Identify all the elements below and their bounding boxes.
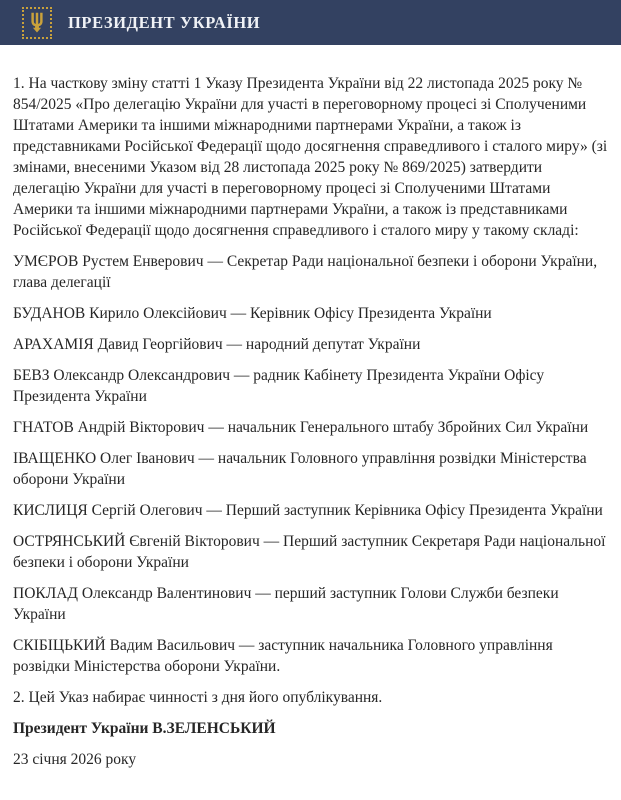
header-title: ПРЕЗИДЕНТ УКРАЇНИ: [68, 12, 261, 32]
decree-clause-2: 2. Цей Указ набирає чинності з дня його опублікування.: [13, 689, 383, 706]
delegation-member-budanov: БУДАНОВ Кирило Олексійович — Керівник Офісу Президента України: [13, 305, 492, 322]
delegation-member-hnatov: ГНАТОВ Андрій Вікторович — начальник Генерального штабу Збройних Сил України: [13, 419, 589, 436]
delegation-member-ostrianskyi: ОСТРЯНСЬКИЙ Євгеній Вікторович — Перший заступник Секретаря Ради національної безпеки і оборони України: [13, 533, 606, 571]
delegation-member-umierov: УМЄРОВ Рустем Енверович — Секретар Ради національної безпеки і оборони України, глава делегації: [13, 253, 598, 291]
delegation-member-kyslytsia: КИСЛИЦЯ Сергій Олегович — Перший заступник Керівника Офісу Президента України: [13, 502, 603, 519]
tryzub-icon: [29, 12, 45, 33]
decree-body: [0, 45, 621, 770]
delegation-member-skibitskyi: СКІБІЦЬКИЙ Вадим Васильович — заступник начальника Головного управління розвідки Міністерства оборони України.: [13, 637, 553, 675]
delegation-member-bevz: БЕВЗ Олександр Олександрович — радник Кабінету Президента України Офісу Президента України: [13, 367, 545, 405]
delegation-member-ivashchenko: ІВАЩЕНКО Олег Іванович — начальник Головного управління розвідки Міністерства оборони України: [13, 450, 587, 488]
header-bar: [0, 0, 621, 45]
coat-of-arms-frame: [22, 7, 52, 39]
date-line: 23 січня 2026 року: [13, 751, 137, 768]
signature-line: Президент України В.ЗЕЛЕНСЬКИЙ: [13, 720, 276, 737]
delegation-member-arakhamiia: АРАХАМІЯ Давид Георгійович — народний депутат України: [13, 336, 421, 353]
decree-clause-1: 1. На часткову зміну статті 1 Указу Президента України від 22 листопада 2025 року № 854/2025 «Про делегацію України для участі в переговорному процесі зі Сполученими Штатами Америки та іншими міжнародними партнерами України, а також із представниками Російської Федерації щодо досягнення справедливого і сталого миру» (зі змінами, внесеними Указом від 28 листопада 2025 року № 869/2025) затвердити делегацію України для участі в переговорному процесі зі Сполученими Штатами Америки та іншими міжнародними партнерами України, а також із представниками Російської Федерації щодо досягнення справедливого і сталого миру у такому складі:: [13, 75, 608, 239]
delegation-member-poklad: ПОКЛАД Олександр Валентинович — перший заступник Голови Служби безпеки України: [13, 585, 559, 623]
